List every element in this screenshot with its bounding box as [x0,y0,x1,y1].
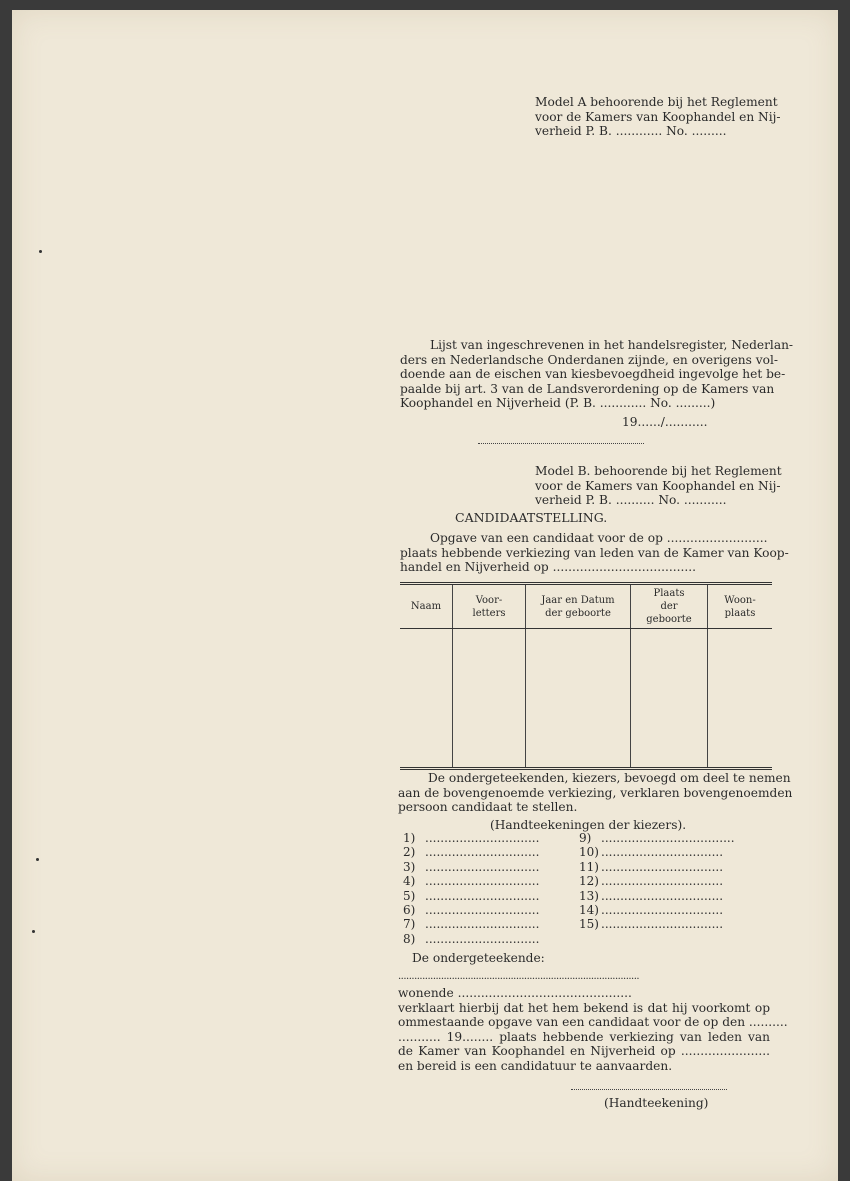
handteekening-label: (Handteekening) [604,1096,709,1110]
binder-hole-mark [36,858,39,861]
signatures-right-list [579,831,735,932]
table-cell [631,629,708,769]
signature-line: 14) ................................ [579,903,724,918]
signature-line: 7) .............................. [403,917,540,932]
verklaring-line: ommestaande opgave van een candidaat voor de op den .......... [398,1015,788,1030]
lijst-line: ders en Nederlandsche Onderdanen zijnde, en overigens vol- [400,352,779,367]
model-b-line: verheid P. B. .......... No. ........... [535,493,727,508]
signature-line: 11) ................................ [579,859,724,874]
candidaat-line: plaats hebbende verkiezing van leden van de Kamer van Koop- [400,545,789,560]
candidaat-line: handel en Nijverheid op ..................................... [400,560,696,575]
lijst-date: 19....../........... [622,415,708,429]
signature-line: 5) .............................. [403,888,540,903]
col-header-naam: Naam [400,584,453,629]
lijst-line: paalde bij art. 3 van de Landsverordening op de Kamers van [400,381,775,396]
lijst-paragraph [400,338,794,411]
col-header-geboortedatum: Jaar en Datum der geboorte [526,584,631,629]
ondergeteekenden-line: De ondergeteekenden, kiezers, bevoegd om deel te nemen [428,771,791,785]
table-cell [708,629,773,769]
model-b-block [535,464,782,508]
verklaring-intro: De ondergeteekende: [412,951,545,965]
signature-line: 1) .............................. [403,831,540,845]
table-cell [453,629,526,769]
signature-line: 2) .............................. [403,845,540,860]
signature-line: 9) ................................... [579,831,735,845]
ondergeteekenden-line: aan de bovengenoemde verkiezing, verklaren bovengenoemden [398,785,793,800]
model-a-block [535,95,781,139]
verklaring-line: en bereid is een candidatuur te aanvaarden. [398,1058,673,1073]
verklaring-line: de Kamer van Koophandel en Nijverheid op ....................... [398,1044,770,1059]
binder-hole-mark [32,930,35,933]
signature-line: 10) ................................ [579,845,724,860]
verklaring-blank-line: .......................................................................................... [398,971,640,982]
col-header-voorletters: Voor- letters [453,584,526,629]
signature-line: 13) ................................ [579,888,724,903]
model-a-line: Model A behoorende bij het Reglement [535,95,778,109]
signature-line: 3) .............................. [403,859,540,874]
model-a-line: voor de Kamers van Koophandel en Nij- [535,109,781,124]
verklaring-line: ........... 19........ plaats hebbende verkiezing van leden van [398,1029,770,1044]
ondergeteekenden-paragraph [398,771,793,815]
lijst-line: doende aan de eischen van kiesbevoegdheid ingevolge het be- [400,367,786,382]
candidate-table [400,582,772,770]
signature-line: 8) .............................. [403,931,540,946]
model-b-line: voor de Kamers van Koophandel en Nij- [535,478,781,493]
lijst-line: Koophandel en Nijverheid (P. B. ............ No. .........) [400,396,716,411]
separator-line [478,443,644,444]
candidaat-line: Opgave van een candidaat voor de op .......................... [430,531,768,545]
table-cell [526,629,631,769]
signature-line: 12) ................................ [579,874,724,889]
verklaring-line: wonende ............................................. [398,986,632,1000]
candidaatstelling-title: CANDIDAATSTELLING. [455,510,608,525]
ondergeteekenden-line: persoon candidaat te stellen. [398,800,578,815]
table-row [400,629,772,769]
binder-hole-mark [39,250,42,253]
table-cell [400,629,453,769]
verklaring-line: verklaart hierbij dat het hem bekend is dat hij voorkomt op [398,1000,770,1015]
col-header-woonplaats: Woon- plaats [708,584,773,629]
model-a-line: verheid P. B. ............ No. ......... [535,124,727,139]
signature-line: 6) .............................. [403,903,540,918]
candidaat-paragraph [400,531,789,575]
model-b-line: Model B. behoorende bij het Reglement [535,464,782,478]
lijst-line: Lijst van ingeschrevenen in het handelsregister, Nederlan- [430,338,794,352]
signature-line: 15) ................................ [579,917,724,932]
signatures-left-list [403,831,539,946]
signature-line: 4) .............................. [403,874,540,889]
verklaring-paragraph [398,986,788,1074]
col-header-geboorteplaats: Plaats der geboorte [631,584,708,629]
signature-blank-line [571,1089,727,1090]
signatures-heading: (Handteekeningen der kiezers). [490,818,687,832]
